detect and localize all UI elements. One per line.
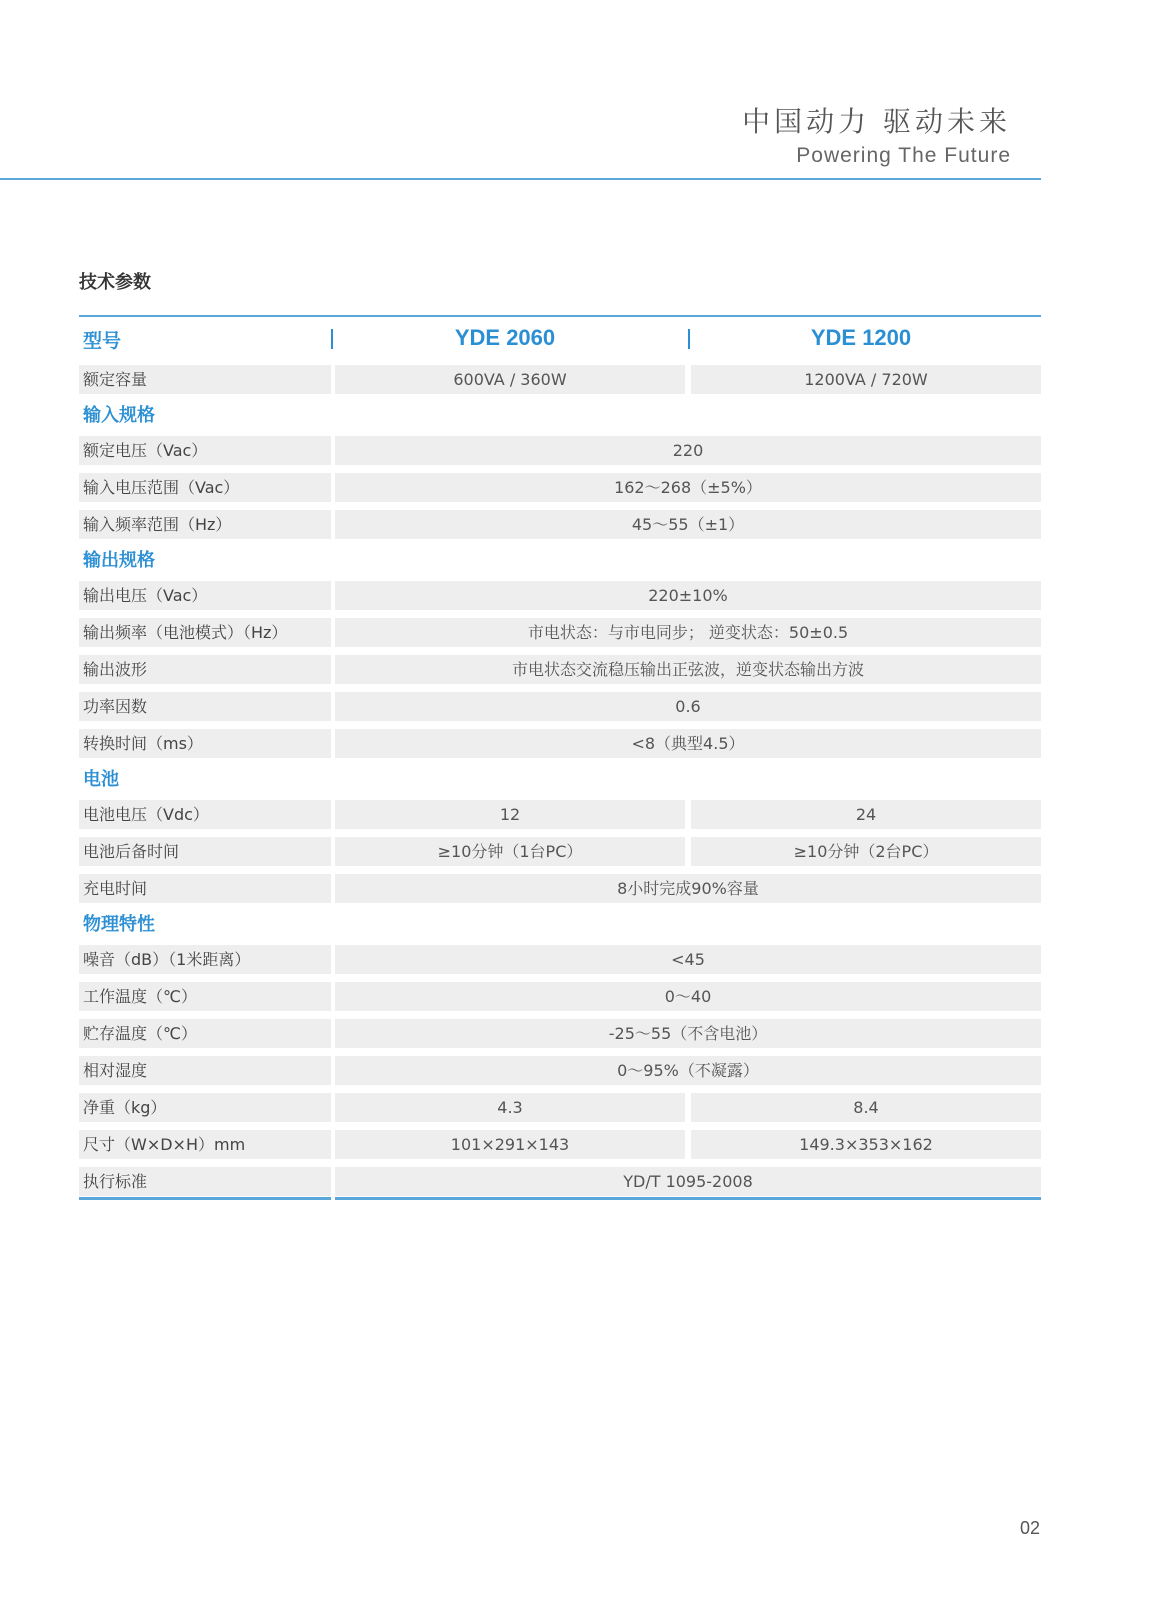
- row-label: 尺寸（W×D×H）mm: [79, 1130, 331, 1159]
- table-row: [79, 874, 1041, 903]
- slogan-english: Powering The Future: [796, 144, 1011, 167]
- row-label: 输入频率范围（Hz）: [79, 510, 331, 539]
- table-row: [79, 1056, 1041, 1085]
- table-row: [79, 510, 1041, 539]
- row-value: 0～95%（不凝露）: [335, 1056, 1041, 1085]
- table-row: [79, 581, 1041, 610]
- row-value: 101×291×143: [335, 1130, 685, 1159]
- table-row: [79, 618, 1041, 647]
- header: [742, 104, 1011, 170]
- model-header-row: [79, 317, 1041, 359]
- row-label: 执行标准: [79, 1167, 331, 1196]
- row-value: 8小时完成90%容量: [335, 874, 1041, 903]
- row-value: 149.3×353×162: [691, 1130, 1041, 1159]
- row-value: 12: [335, 800, 685, 829]
- row-value: <8（典型4.5）: [335, 729, 1041, 758]
- table-row: [79, 473, 1041, 502]
- table-row: [79, 365, 1041, 394]
- table-row: [79, 436, 1041, 465]
- group-title: 物理特性: [83, 914, 155, 935]
- table-row: [79, 1167, 1041, 1196]
- row-value: 1200VA / 720W: [691, 365, 1041, 394]
- group-title: 输出规格: [83, 550, 155, 571]
- row-value: 600VA / 360W: [335, 365, 685, 394]
- row-label: 工作温度（℃）: [79, 982, 331, 1011]
- model-label: 型号: [83, 330, 122, 352]
- row-value: 45～55（±1）: [335, 510, 1041, 539]
- table-row: [79, 945, 1041, 974]
- table-row: [79, 1019, 1041, 1048]
- model-name: YDE 1200: [810, 325, 912, 350]
- row-value: 162～268（±5%）: [335, 473, 1041, 502]
- spec-table: [79, 315, 1041, 1200]
- table-row: [79, 800, 1041, 829]
- table-bottom-divider: [79, 1197, 1041, 1200]
- bottom-rule-left: [79, 1197, 331, 1200]
- column-separator: [688, 329, 690, 349]
- page-number: 02: [1020, 1518, 1041, 1538]
- group-title: 输入规格: [83, 405, 155, 426]
- group-title: 电池: [83, 769, 119, 790]
- row-label: 充电时间: [79, 874, 331, 903]
- row-label: 输出频率（电池模式）（Hz）: [79, 618, 331, 647]
- row-value: 220: [335, 436, 1041, 465]
- table-row: [79, 1093, 1041, 1122]
- row-value: 市电状态：与市电同步； 逆变状态：50±0.5: [335, 618, 1041, 647]
- column-separator: [331, 329, 333, 349]
- row-label: 贮存温度（℃）: [79, 1019, 331, 1048]
- row-label: 噪音（dB）（1米距离）: [79, 945, 331, 974]
- row-label: 功率因数: [79, 692, 331, 721]
- header-divider: [0, 178, 1041, 180]
- row-value: 0.6: [335, 692, 1041, 721]
- row-value: YD/T 1095-2008: [335, 1167, 1041, 1196]
- row-value: ≥10分钟（1台PC）: [335, 837, 685, 866]
- slogan-chinese: 中国动力 驱动未来: [742, 105, 1011, 138]
- row-value: 8.4: [691, 1093, 1041, 1122]
- row-value: ≥10分钟（2台PC）: [691, 837, 1041, 866]
- section-title: 技术参数: [79, 272, 151, 293]
- table-row: [79, 729, 1041, 758]
- model-name: YDE 2060: [454, 325, 556, 350]
- row-value: 220±10%: [335, 581, 1041, 610]
- row-value: 4.3: [335, 1093, 685, 1122]
- table-row: [79, 982, 1041, 1011]
- row-value: -25～55（不含电池）: [335, 1019, 1041, 1048]
- table-row: [79, 655, 1041, 684]
- row-label: 转换时间（ms）: [79, 729, 331, 758]
- row-value: 0～40: [335, 982, 1041, 1011]
- row-label: 额定电压（Vac）: [79, 436, 331, 465]
- table-row: [79, 1130, 1041, 1159]
- row-label: 输出电压（Vac）: [79, 581, 331, 610]
- table-row: [79, 837, 1041, 866]
- row-value: 市电状态交流稳压输出正弦波，逆变状态输出方波: [335, 655, 1041, 684]
- row-label: 额定容量: [79, 365, 331, 394]
- row-value: 24: [691, 800, 1041, 829]
- row-label: 电池电压（Vdc）: [79, 800, 331, 829]
- row-label: 相对湿度: [79, 1056, 331, 1085]
- row-value: <45: [335, 945, 1041, 974]
- row-label: 净重（kg）: [79, 1093, 331, 1122]
- row-label: 输入电压范围（Vac）: [79, 473, 331, 502]
- row-label: 电池后备时间: [79, 837, 331, 866]
- bottom-rule-right: [335, 1197, 1041, 1200]
- row-label: 输出波形: [79, 655, 331, 684]
- table-row: [79, 692, 1041, 721]
